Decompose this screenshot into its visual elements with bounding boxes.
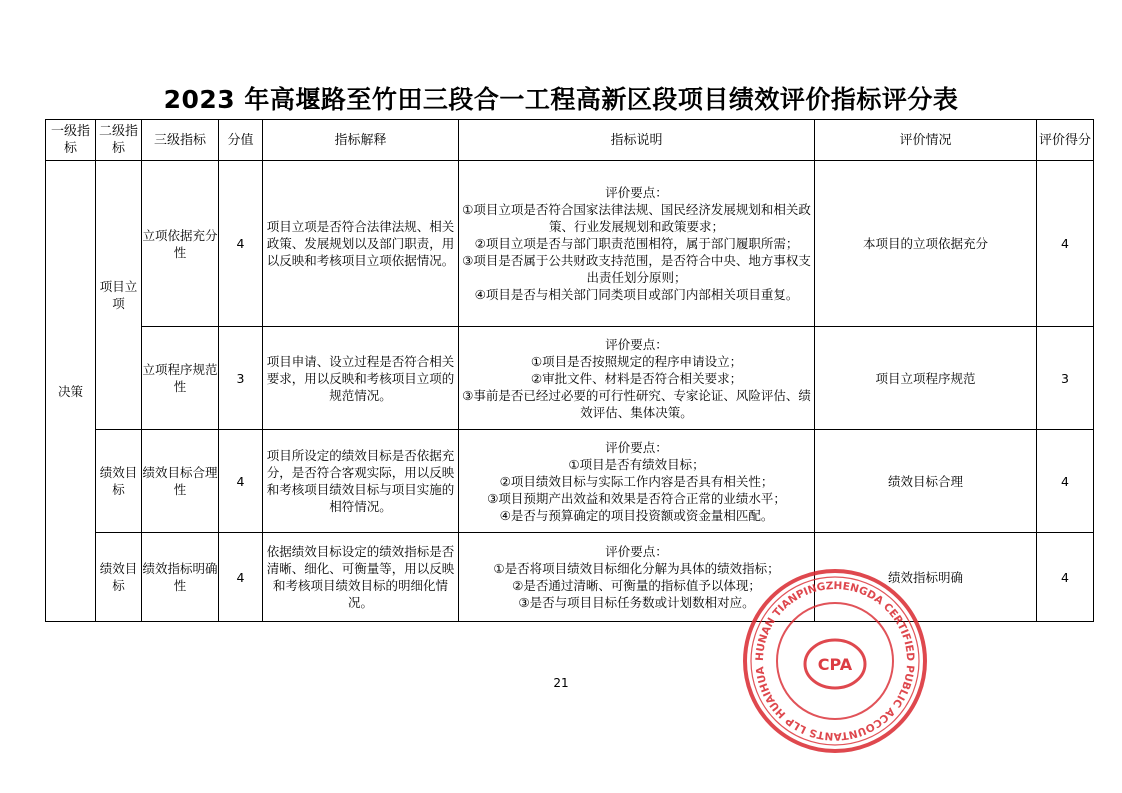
header-score: 分值 [219, 120, 263, 161]
description-line: ①项目是否按照规定的程序申请设立； [530, 353, 743, 369]
level1-cell: 决策 [46, 161, 96, 622]
interpretation-cell: 依据绩效目标设定的绩效指标是否清晰、细化、可衡量等，用以反映和考核项目绩效目标的明细化情况。 [263, 533, 459, 622]
page-title: 2023 年高堰路至竹田三段合一工程高新区段项目绩效评价指标评分表 [163, 85, 959, 114]
seal-ring-text: HUNAN TIANPINGZHENGDA CERTIFIED PUBLIC ACCOUNTANTS LLP HUAIHUA [753, 579, 917, 743]
description-cell [459, 430, 815, 533]
level3-cell: 绩效指标明确性 [142, 533, 219, 622]
description-cell [459, 161, 815, 327]
description-line: ②是否通过清晰、可衡量的指标值予以体现； [512, 578, 761, 593]
description-cell [459, 327, 815, 430]
header-level1: 一级指标 [46, 120, 96, 161]
evaluation-cell: 本项目的立项依据充分 [815, 161, 1037, 327]
result-cell: 4 [1037, 430, 1094, 533]
evaluation-table [45, 119, 1094, 622]
description-line: ④项目是否与相关部门同类项目或部门内部相关项目重复。 [474, 287, 799, 302]
description-line: ②项目立项是否与部门职责范围相符，属于部门履职所需； [474, 236, 799, 251]
level2-cell: 项目立项 [96, 161, 142, 430]
page-number: 21 [553, 676, 569, 690]
description-line: 评价要点： [605, 336, 668, 352]
header-result: 评价得分 [1037, 120, 1094, 161]
description-line: ②审批文件、材料是否符合相关要求； [530, 370, 743, 386]
score-cell: 4 [219, 430, 263, 533]
result-cell: 4 [1037, 161, 1094, 327]
header-level2: 二级指标 [96, 120, 142, 161]
level2-cell: 绩效目标 [96, 430, 142, 533]
evaluation-cell: 绩效指标明确 [815, 533, 1037, 622]
description-line: ①项目立项是否符合国家法律法规、国民经济发展规划和相关政策、行业发展规划和政策要求； [462, 202, 811, 234]
interpretation-cell: 项目立项是否符合法律法规、相关政策、发展规划以及部门职责，用以反映和考核项目立项依据情况。 [263, 161, 459, 327]
result-cell: 3 [1037, 327, 1094, 430]
evaluation-cell: 项目立项程序规范 [815, 327, 1037, 430]
description-line: ③项目是否属于公共财政支持范围，是否符合中央、地方事权支出责任划分原则； [462, 253, 811, 285]
header-description: 指标说明 [459, 120, 815, 161]
interpretation-cell: 项目所设定的绩效目标是否依据充分，是否符合客观实际，用以反映和考核项目绩效目标与项目实施的相符情况。 [263, 430, 459, 533]
interpretation-cell: 项目申请、设立过程是否符合相关要求，用以反映和考核项目立项的规范情况。 [263, 327, 459, 430]
level3-cell: 绩效目标合理性 [142, 430, 219, 533]
evaluation-cell: 绩效目标合理 [815, 430, 1037, 533]
table-row [46, 327, 1094, 430]
table-row [46, 161, 1094, 327]
description-line: ②项目绩效目标与实际工作内容是否具有相关性； [499, 473, 774, 489]
description-line: ③事前是否已经过必要的可行性研究、专家论证、风险评估、绩效评估、集体决策。 [462, 387, 811, 420]
level3-cell: 立项依据充分性 [142, 161, 219, 327]
header-level3: 三级指标 [142, 120, 219, 161]
table-row [46, 430, 1094, 533]
description-line: ①是否将项目绩效目标细化分解为具体的绩效指标； [493, 561, 780, 576]
description-line: 评价要点： [605, 439, 668, 455]
description-line: ①项目是否有绩效目标； [568, 456, 705, 472]
seal-cpa-text: CPA [817, 655, 853, 674]
level2-cell: 绩效目标 [96, 533, 142, 622]
header-evaluation: 评价情况 [815, 120, 1037, 161]
header-interpretation: 指标解释 [263, 120, 459, 161]
description-line: ④是否与预算确定的项目投资额或资金量相匹配。 [499, 507, 774, 523]
score-cell: 4 [219, 533, 263, 622]
result-cell: 4 [1037, 533, 1094, 622]
company-seal-stamp [740, 566, 930, 756]
score-cell: 4 [219, 161, 263, 327]
score-cell: 3 [219, 327, 263, 430]
description-line: 评价要点： [605, 544, 668, 559]
table-header-row [46, 120, 1094, 161]
description-line: ③项目预期产出效益和效果是否符合正常的业绩水平； [487, 490, 786, 506]
level3-cell: 立项程序规范性 [142, 327, 219, 430]
table-row [46, 533, 1094, 622]
description-line: 评价要点： [605, 185, 668, 200]
description-line: ③是否与项目目标任务数或计划数相对应。 [518, 595, 755, 610]
